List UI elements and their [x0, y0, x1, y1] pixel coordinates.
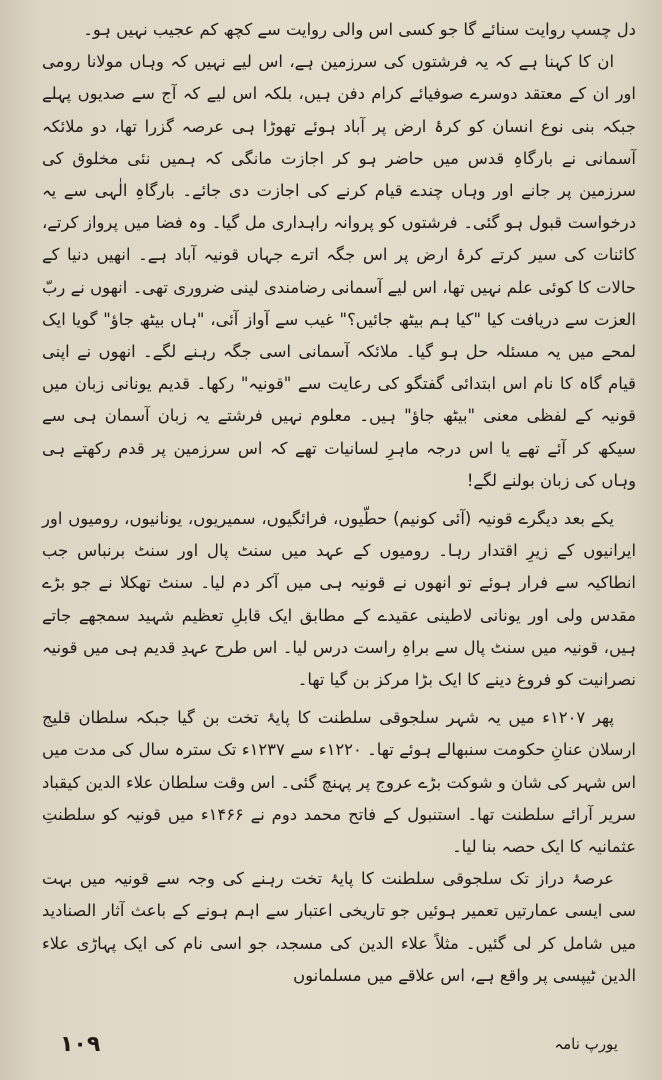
- paragraph-1: دل چسپ روایت سنائے گا جو کسی اس والی روایت سے کچھ کم عجیب نہیں ہو۔: [83, 20, 636, 39]
- running-title: یورپ نامہ: [554, 1035, 618, 1053]
- paragraph-5: عرصۂ دراز تک سلجوقی سلطنت کا پایۂ تخت رہنے کی وجہ سے قونیہ میں بہت سی ایسی عمارتیں تعمیر ہوئیں جو تاریخی اعتبار سے اہم ہونے کے باعث آثار الصنادید میں شامل کر لی گئیں۔ مثلاً علاء الدین کی مسجد، جو اسی نام کی ایک پہاڑی علاء الدین ٹیپسی پر واقع ہے، اس علاقے میں مسلمانوں: [42, 869, 636, 985]
- page-footer: [60, 1024, 618, 1064]
- body-text: [42, 14, 636, 992]
- paragraph-3: یکے بعد دیگرے قونیہ (آئی کونیم) حطّیوں، فرائگیوں، سمیریوں، یونانیوں، رومیوں اور ایرانیوں کے زیرِ اقتدار رہا۔ رومیوں کے عہد میں سنٹ پال اور سنٹ برنباس جب انطاکیہ سے فرار ہوئے تو انھوں نے قونیہ ہی میں آکر دم لیا۔ سنٹ تھکلا نے جو بڑے مقدس ولی اور یونانی لاطینی عقیدے کے مطابق ایک قابلِ تعظیم شہید سمجھے جاتے ہیں، قونیہ میں سنٹ پال سے براہِ راست درس لیا۔ اس طرح عہدِ قدیم ہی میں قونیہ نصرانیت کو فروغ دینے کا ایک بڑا مرکز بن گیا تھا۔: [42, 509, 636, 690]
- paragraph-4: پھر ۱۲۰۷ء میں یہ شہر سلجوقی سلطنت کا پایۂ تخت بن گیا جبکہ سلطان قلیج ارسلان عنانِ حکومت سنبھالے ہوئے تھا۔ ۱۲۲۰ء سے ۱۲۳۷ء تک سترہ سال کی مدت میں اس شہر کی شان و شوکت بڑے عروج پر پہنچ گئی۔ اس وقت سلطان علاء الدین کیقباد سریر آرائے سلطنت تھا۔ استنبول کے فاتح محمد دوم نے ۱۴۶۶ء میں قونیہ کو سلطنتِ عثمانیہ کا ایک حصہ بنا لیا۔: [42, 708, 636, 857]
- paragraph-2: ان کا کہنا ہے کہ یہ فرشتوں کی سرزمین ہے، اس لیے نہیں کہ وہاں مولانا رومی اور ان کے معتقد دوسرے صوفیائے کرام دفن ہیں، بلکہ اس لیے کہ آج سے صدیوں پہلے جبکہ بنی نوع انسان کو کرۂ ارض پر آباد ہوئے تھوڑا ہی عرصہ گزرا تھا، دو ملائکہ آسمانی نے بارگاہِ قدس میں حاضر ہو کر اجازت مانگی کہ ہمیں نئی مخلوق کی سرزمین پر جانے اور وہاں چندے قیام کرنے کی اجازت دی جائے۔ بارگاہِ الٰہی سے یہ درخواست قبول ہو گئی۔ فرشتوں کو پروانہ راہداری مل گیا۔ وہ فضا میں پرواز کرتے، کائنات کی سیر کرتے کرۂ ارض پر اس جگہ اترے جہاں قونیہ آباد ہے۔ انھیں دنیا کے حالات کا کوئی علم نہیں تھا، اس لیے آسمانی رضامندی لینی ضروری تھی۔ انھوں نے ربّ العزت سے دریافت کیا "کیا ہم بیٹھ جائیں؟" غیب سے آواز آئی، "ہاں بیٹھ جاؤ" گویا ایک لمحے میں یہ مسئلہ حل ہو گیا۔ ملائکہ آسمانی اسی جگہ رہنے لگے۔ انھوں نے اپنی قیام گاہ کا نام اس ابتدائی گفتگو کی رعایت سے "قونیہ" رکھا۔ قدیم یونانی زبان میں قونیہ کے لفظی معنی "بیٹھ جاؤ" ہیں۔ معلوم نہیں فرشتے یہ زبان آسمان ہی سے سیکھ کر آئے تھے یا اس درجہ ماہرِ لسانیات تھے کہ اس سرزمین پر قدم رکھتے ہی وہاں کی زبان بولنے لگے!: [42, 52, 636, 490]
- page-number: ۱۰۹: [60, 1031, 101, 1057]
